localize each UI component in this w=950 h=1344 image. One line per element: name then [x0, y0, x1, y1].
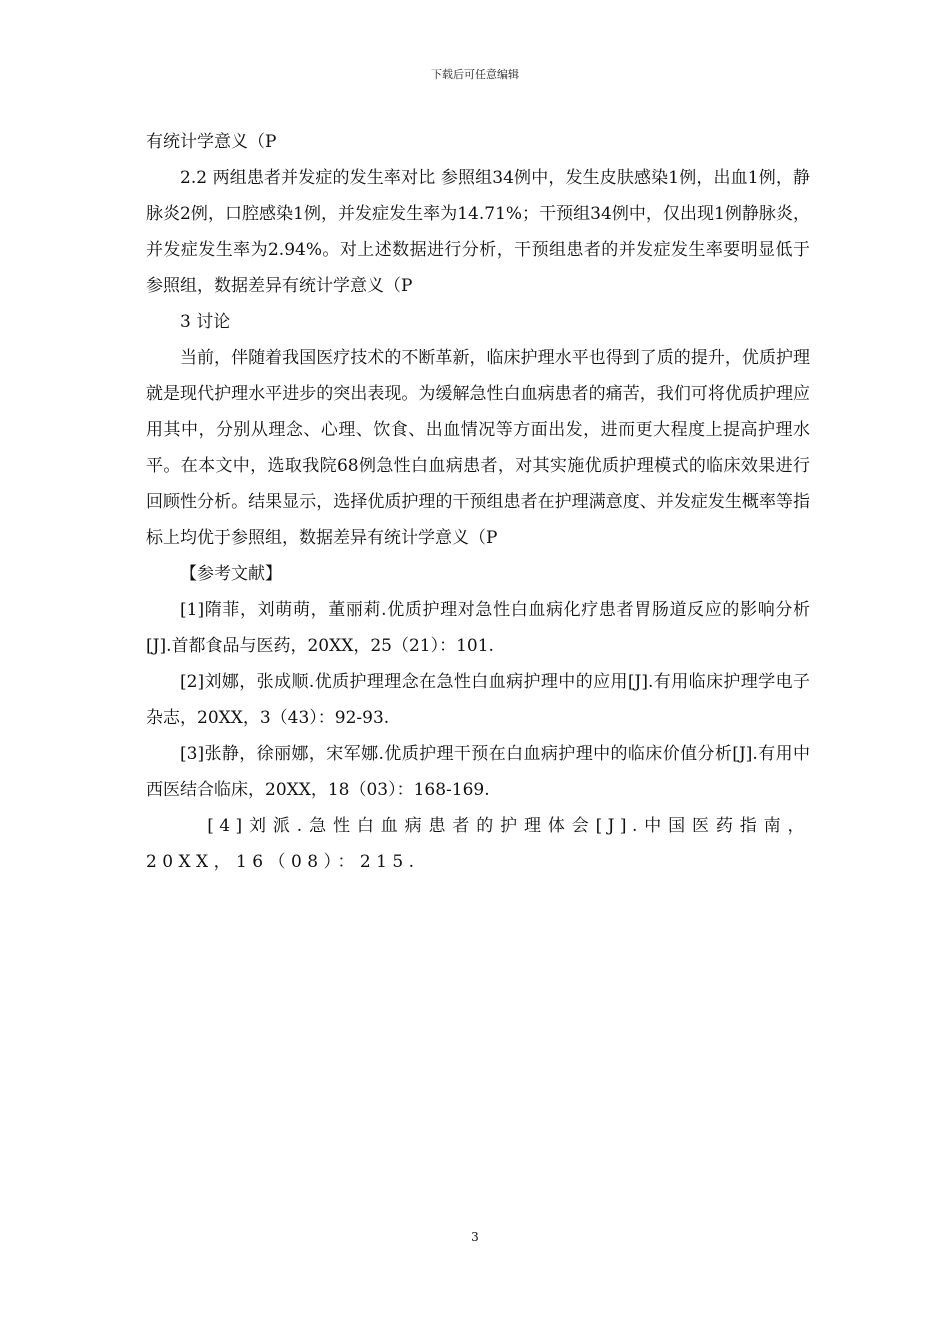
header-note: 下载后可任意编辑: [431, 68, 519, 81]
reference-item-2: [2]刘娜，张成顺.优质护理理念在急性白血病护理中的应用[J].有用临床护理学电子杂志，20XX，3（43）：92-93.: [146, 672, 810, 728]
paragraph-continuation: 有统计学意义（P: [146, 132, 277, 152]
reference-item-1: [1]隋菲，刘萌萌，董丽莉.优质护理对急性白血病化疗患者胃肠道反应的影响分析[J].首都食品与医药，20XX，25（21）：101.: [146, 600, 810, 656]
paragraph-discussion: 当前，伴随着我国医疗技术的不断革新，临床护理水平也得到了质的提升，优质护理就是现代护理水平进步的突出表现。为缓解急性白血病患者的痛苦，我们可将优质护理应用其中，分别从理念、心理、饮食、出血情况等方面出发，进而更大程度上提高护理水平。在本文中，选取我院68例急性白血病患者，对其实施优质护理模式的临床效果进行回顾性分析。结果显示，选择优质护理的干预组患者在护理满意度、并发症发生概率等指标上均优于参照组，数据差异有统计学意义（P: [146, 348, 810, 548]
page-number: 3: [471, 1230, 479, 1244]
section-heading-discussion: 3 讨论: [180, 312, 231, 332]
references-heading: 【参考文献】: [180, 564, 282, 584]
paragraph-complications: 2.2 两组患者并发症的发生率对比 参照组34例中，发生皮肤感染1例，出血1例，静脉炎2例，口腔感染1例，并发症发生率为14.71%；干预组34例中，仅出现1例静脉炎，并发症发生率为2.94%。对上述数据进行分析，干预组患者的并发症发生率要明显低于参照组，数据差异有统计学意义（P: [146, 168, 810, 296]
body-text: [146, 124, 810, 880]
reference-item-3: [3]张静，徐丽娜，宋军娜.优质护理干预在白血病护理中的临床价值分析[J].有用中西医结合临床，20XX，18（03）：168-169.: [146, 744, 810, 800]
reference-item-4: [4]刘派.急性白血病患者的护理体会[J].中国医药指南，20XX，16（08）：215.: [146, 816, 810, 872]
